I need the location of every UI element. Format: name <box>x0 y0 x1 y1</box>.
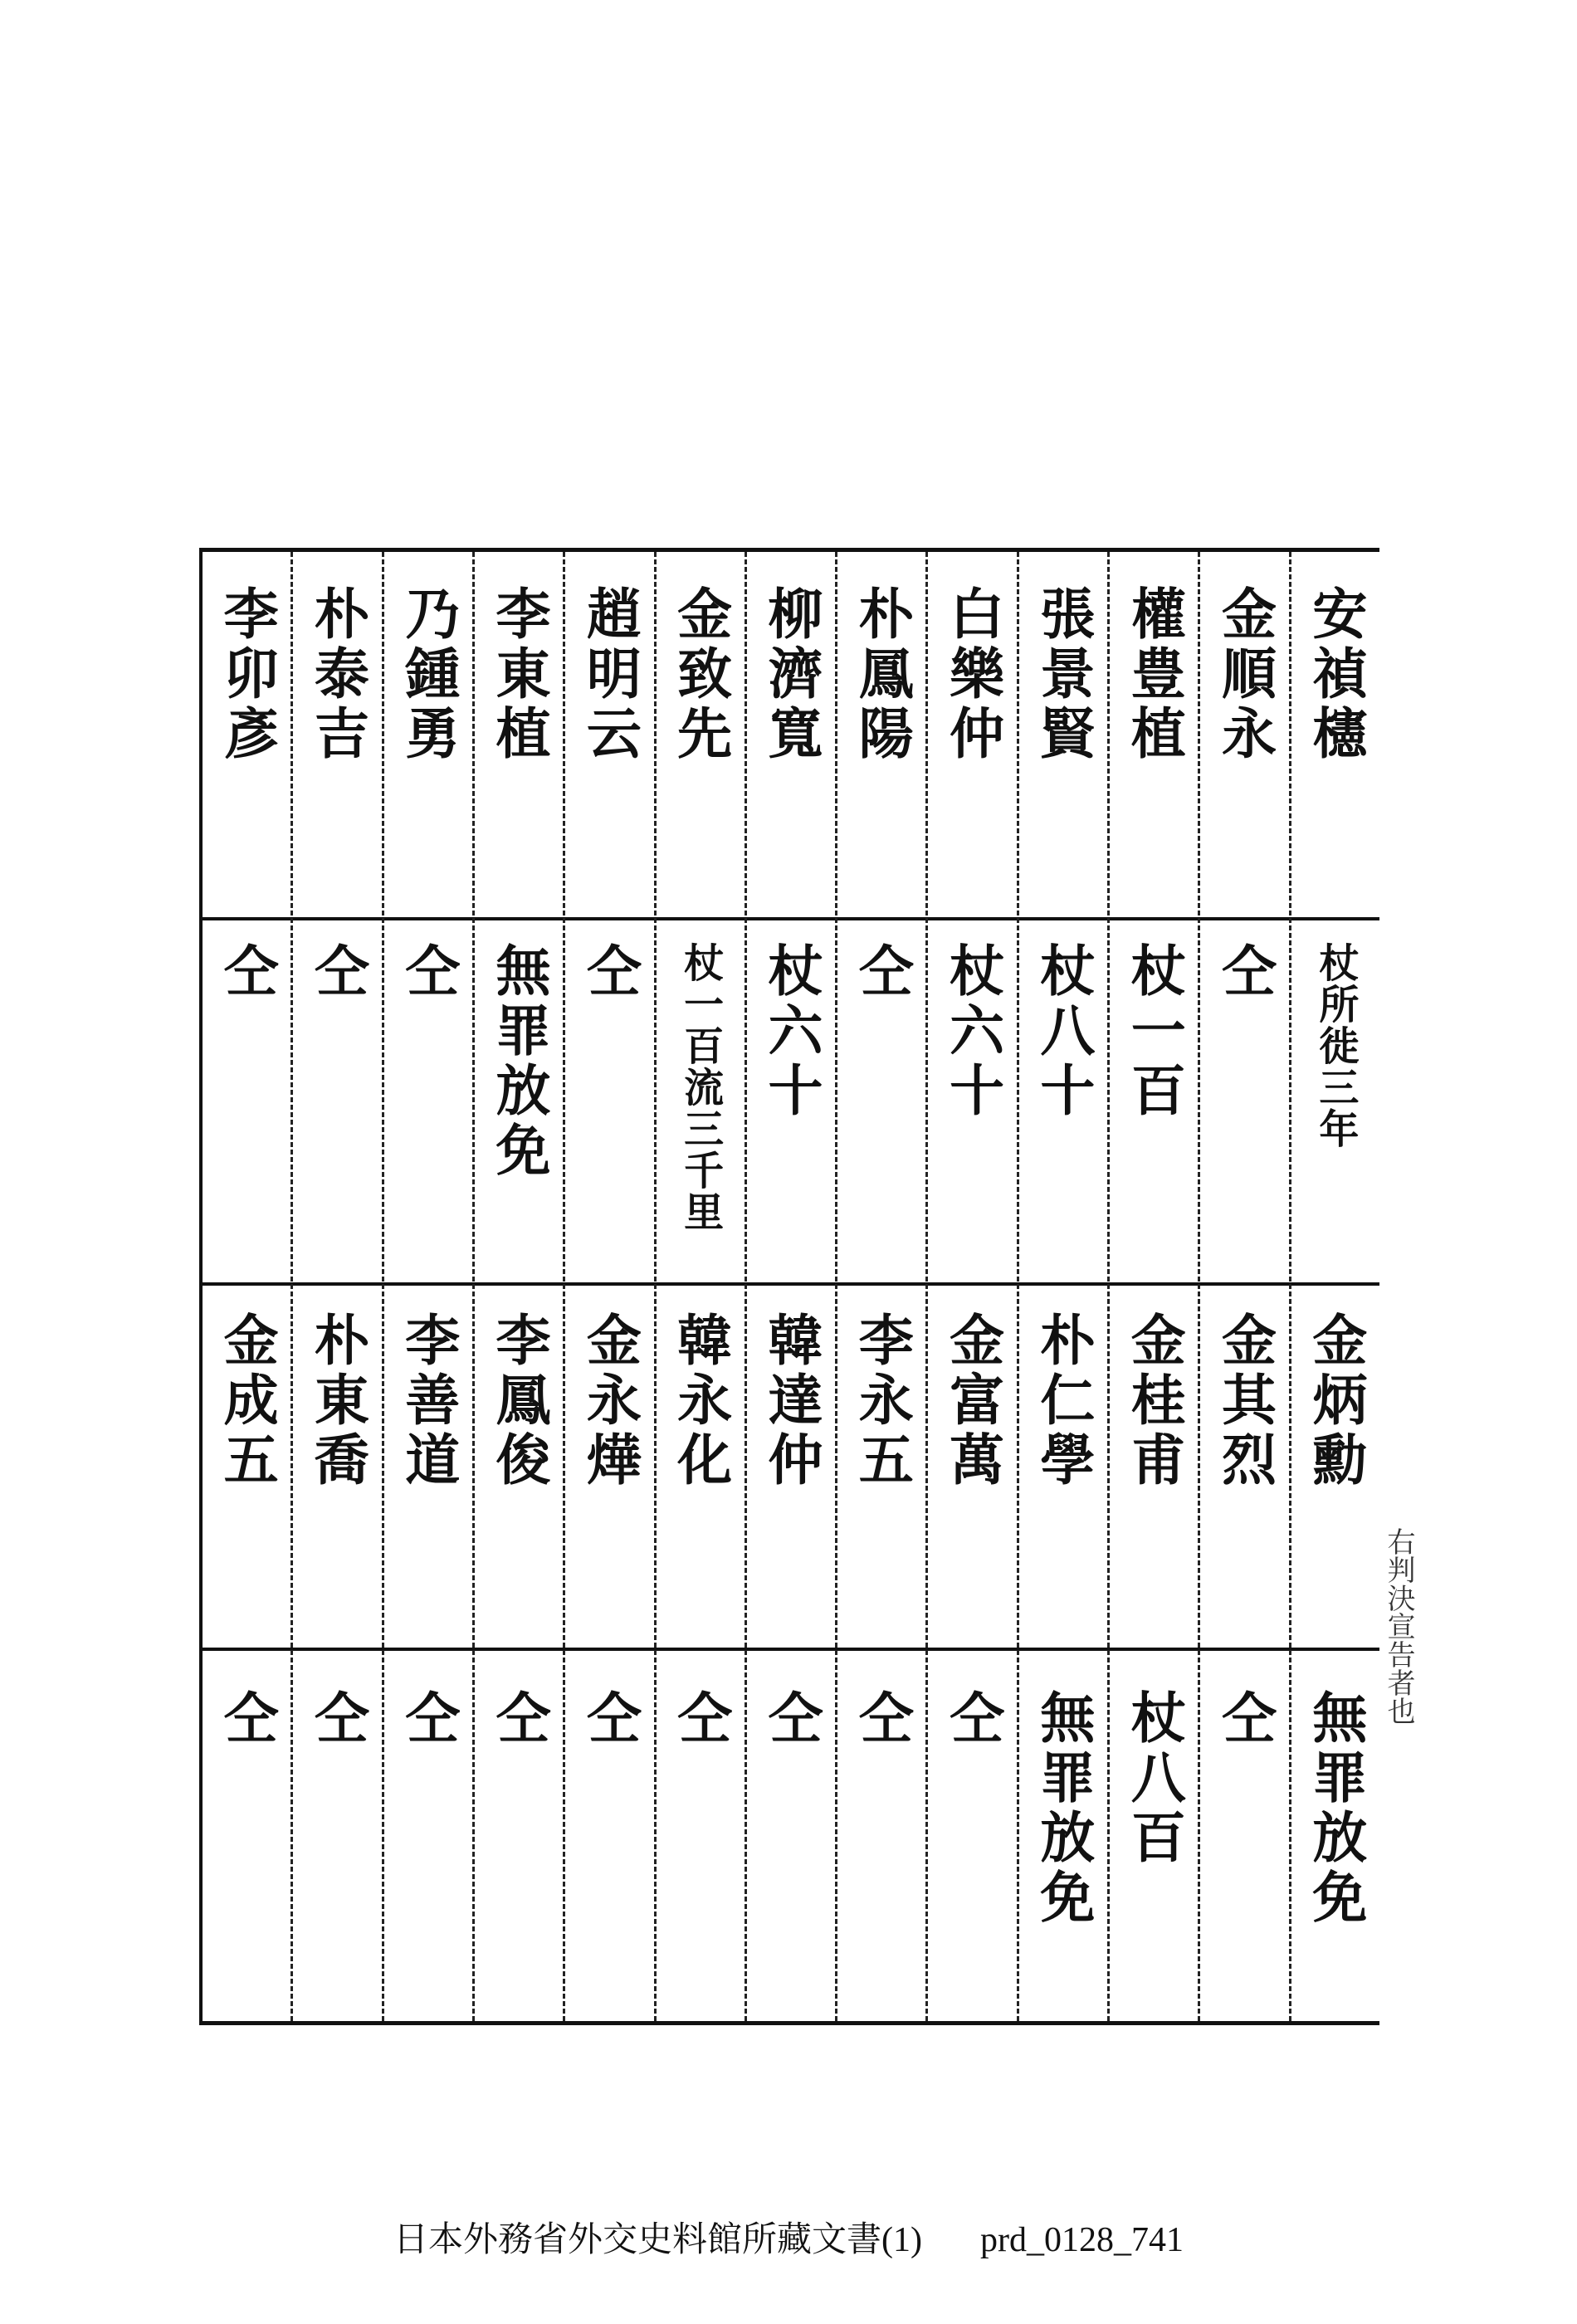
register-column <box>382 552 472 2021</box>
margin-annotation: 右判決宣告者也 <box>1382 1527 1415 1725</box>
defendant-name: 趙明云 <box>577 585 642 764</box>
register-column <box>1017 552 1107 2021</box>
register-column <box>203 552 290 2021</box>
sentence: 仝 <box>395 942 461 1002</box>
defendant-name: 金順永 <box>1212 585 1277 764</box>
second-sentence: 仝 <box>577 1689 642 1749</box>
register-column <box>1107 552 1198 2021</box>
defendant-name: 李東植 <box>486 585 552 764</box>
second-sentence: 杖八百 <box>1121 1689 1187 1868</box>
second-sentence: 仝 <box>1212 1689 1277 1749</box>
second-sentence: 仝 <box>940 1689 1005 1749</box>
second-defendant-name: 金永燁 <box>577 1311 642 1491</box>
register-column <box>835 552 925 2021</box>
register-column <box>745 552 835 2021</box>
second-sentence: 仝 <box>667 1689 733 1749</box>
second-sentence: 仝 <box>486 1689 552 1749</box>
second-defendant-name: 韓達仲 <box>758 1311 823 1491</box>
archive-footer <box>0 2212 1577 2262</box>
defendant-name: 乃鍾勇 <box>395 585 461 764</box>
sentence: 杖六十 <box>940 942 1005 1121</box>
sentence: 杖六十 <box>758 942 823 1121</box>
register-column <box>472 552 563 2021</box>
sentence: 仝 <box>214 942 280 1002</box>
sentence: 仝 <box>1212 942 1277 1002</box>
second-sentence: 仝 <box>395 1689 461 1749</box>
defendant-name: 李卯彥 <box>214 585 280 764</box>
defendant-name: 張景賢 <box>1030 585 1096 764</box>
collection-name: 日本外務省外交史料館所藏文書(1) <box>393 2221 922 2259</box>
register-column <box>925 552 1016 2021</box>
second-defendant-name: 金富萬 <box>940 1311 1005 1491</box>
second-defendant-name: 李鳳俊 <box>486 1311 552 1491</box>
sentence: 無罪放免 <box>486 942 552 1181</box>
sentence: 杖一百 <box>1121 942 1187 1121</box>
register-column <box>1198 552 1288 2021</box>
sentence: 杖一百流三千里 <box>676 942 724 1233</box>
defendant-name: 權豊植 <box>1121 585 1187 764</box>
second-defendant-name: 朴仁學 <box>1030 1311 1096 1491</box>
sentence: 仝 <box>849 942 915 1002</box>
defendant-name: 朴泰吉 <box>305 585 370 764</box>
second-sentence: 無罪放免 <box>1030 1689 1096 1928</box>
defendant-name: 朴鳳陽 <box>849 585 915 764</box>
second-sentence: 仝 <box>214 1689 280 1749</box>
second-defendant-name: 金炳勳 <box>1302 1311 1368 1491</box>
judgment-register-table <box>199 548 1379 2025</box>
defendant-name: 白樂仲 <box>940 585 1005 764</box>
second-defendant-name: 李永五 <box>849 1311 915 1491</box>
second-defendant-name: 李善道 <box>395 1311 461 1491</box>
second-sentence: 仝 <box>849 1689 915 1749</box>
second-sentence: 無罪放免 <box>1302 1689 1368 1928</box>
defendant-name: 柳濟寬 <box>758 585 823 764</box>
sentence: 杖八十 <box>1030 942 1096 1121</box>
register-columns <box>203 552 1379 2021</box>
second-sentence: 仝 <box>758 1689 823 1749</box>
sentence: 仝 <box>305 942 370 1002</box>
register-column <box>290 552 381 2021</box>
second-defendant-name: 金其烈 <box>1212 1311 1277 1491</box>
document-id: prd_0128_741 <box>979 2221 1184 2259</box>
defendant-name: 安禎櫶 <box>1302 585 1368 764</box>
second-defendant-name: 朴東喬 <box>305 1311 370 1491</box>
second-sentence: 仝 <box>305 1689 370 1749</box>
register-column <box>1289 552 1379 2021</box>
register-column <box>563 552 653 2021</box>
second-defendant-name: 韓永化 <box>667 1311 733 1491</box>
sentence: 仝 <box>577 942 642 1002</box>
sentence: 杖所徙三年 <box>1311 942 1359 1150</box>
second-defendant-name: 金桂甫 <box>1121 1311 1187 1491</box>
register-column <box>654 552 745 2021</box>
second-defendant-name: 金成五 <box>214 1311 280 1491</box>
defendant-name: 金致先 <box>667 585 733 764</box>
